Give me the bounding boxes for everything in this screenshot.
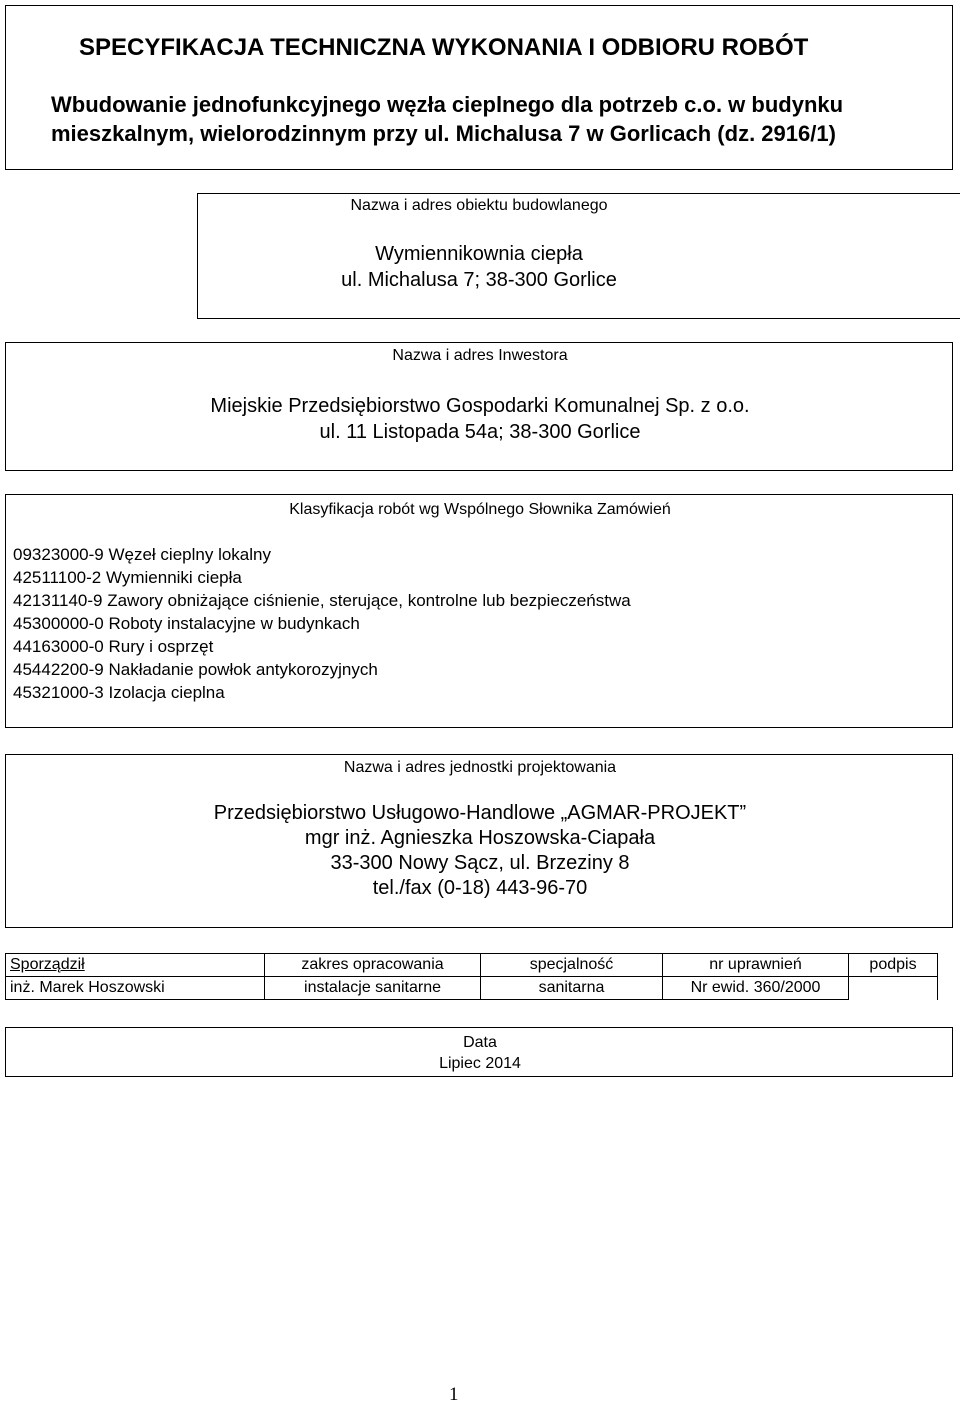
document-subtitle bbox=[51, 90, 931, 148]
page-number: 1 bbox=[449, 1384, 459, 1405]
designer-box bbox=[5, 754, 953, 928]
investor-details bbox=[6, 393, 954, 445]
investor-name: Miejskie Przedsiębiorstwo Gospodarki Komunalnej Sp. z o.o. bbox=[210, 395, 750, 417]
designer-phone: tel./fax (0-18) 443-96-70 bbox=[372, 877, 588, 899]
classification-box bbox=[5, 494, 953, 728]
designer-person: mgr inż. Agnieszka Hoszowska-Ciapała bbox=[304, 827, 656, 849]
object-name: Wymiennikownia ciepła bbox=[375, 243, 583, 265]
designer-address: 33-300 Nowy Sącz, ul. Brzeziny 8 bbox=[330, 852, 630, 874]
list-item: 44163000-0 Rury i osprzęt bbox=[13, 637, 214, 656]
cell-license: Nr ewid. 360/2000 bbox=[663, 977, 849, 1000]
date-details bbox=[6, 1032, 954, 1074]
subtitle-line-2: mieszkalnym, wielorodzinnym przy ul. Michalusa 7 w Gorlicach (dz. 2916/1) bbox=[51, 121, 836, 146]
cell-signature bbox=[849, 977, 938, 1000]
list-item: 45321000-3 Izolacja cieplna bbox=[13, 683, 225, 702]
signatures-table bbox=[5, 953, 938, 1000]
cell-author: inż. Marek Hoszowski bbox=[6, 977, 265, 1000]
date-value: Lipiec 2014 bbox=[439, 1055, 521, 1072]
header-scope: zakres opracowania bbox=[265, 954, 481, 977]
subtitle-line-1: Wbudowanie jednofunkcyjnego węzła cieplnego dla potrzeb c.o. w budynku bbox=[51, 92, 844, 117]
investor-box bbox=[5, 342, 953, 471]
date-box bbox=[5, 1027, 953, 1077]
list-item: 42511100-2 Wymienniki ciepła bbox=[13, 568, 242, 587]
date-label: Data bbox=[463, 1034, 497, 1051]
list-item: 45442200-9 Nakładanie powłok antykorozyjnych bbox=[13, 660, 378, 679]
list-item: 09323000-9 Węzeł cieplny lokalny bbox=[13, 545, 271, 564]
header-specialty: specjalność bbox=[481, 954, 663, 977]
header-prepared-by: Sporządził bbox=[6, 954, 265, 977]
table-row bbox=[6, 954, 938, 977]
object-box bbox=[197, 193, 960, 319]
list-item: 42131140-9 Zawory obniżające ciśnienie, sterujące, kontrolne lub bezpieczeństwa bbox=[13, 591, 631, 610]
header-license: nr uprawnień bbox=[663, 954, 849, 977]
title-box bbox=[5, 5, 953, 170]
document-title: SPECYFIKACJA TECHNICZNA WYKONANIA I ODBIORU ROBÓT bbox=[79, 34, 809, 61]
object-details bbox=[198, 241, 760, 293]
object-address: ul. Michalusa 7; 38-300 Gorlice bbox=[341, 269, 617, 291]
designer-heading: Nazwa i adres jednostki projektowania bbox=[343, 759, 617, 776]
investor-address: ul. 11 Listopada 54a; 38-300 Gorlice bbox=[319, 421, 641, 443]
object-heading: Nazwa i adres obiektu budowlanego bbox=[350, 197, 608, 214]
classification-heading: Klasyfikacja robót wg Wspólnego Słownika Zamówień bbox=[289, 501, 671, 518]
list-item: 45300000-0 Roboty instalacyjne w budynkach bbox=[13, 614, 360, 633]
designer-company: Przedsiębiorstwo Usługowo-Handlowe „AGMAR-PROJEKT” bbox=[213, 802, 747, 824]
table-row bbox=[6, 977, 938, 1000]
classification-list bbox=[13, 543, 631, 704]
cell-specialty: sanitarna bbox=[481, 977, 663, 1000]
designer-details bbox=[6, 801, 954, 901]
investor-heading: Nazwa i adres Inwestora bbox=[392, 347, 568, 364]
header-signature: podpis bbox=[849, 954, 938, 977]
cell-scope: instalacje sanitarne bbox=[265, 977, 481, 1000]
